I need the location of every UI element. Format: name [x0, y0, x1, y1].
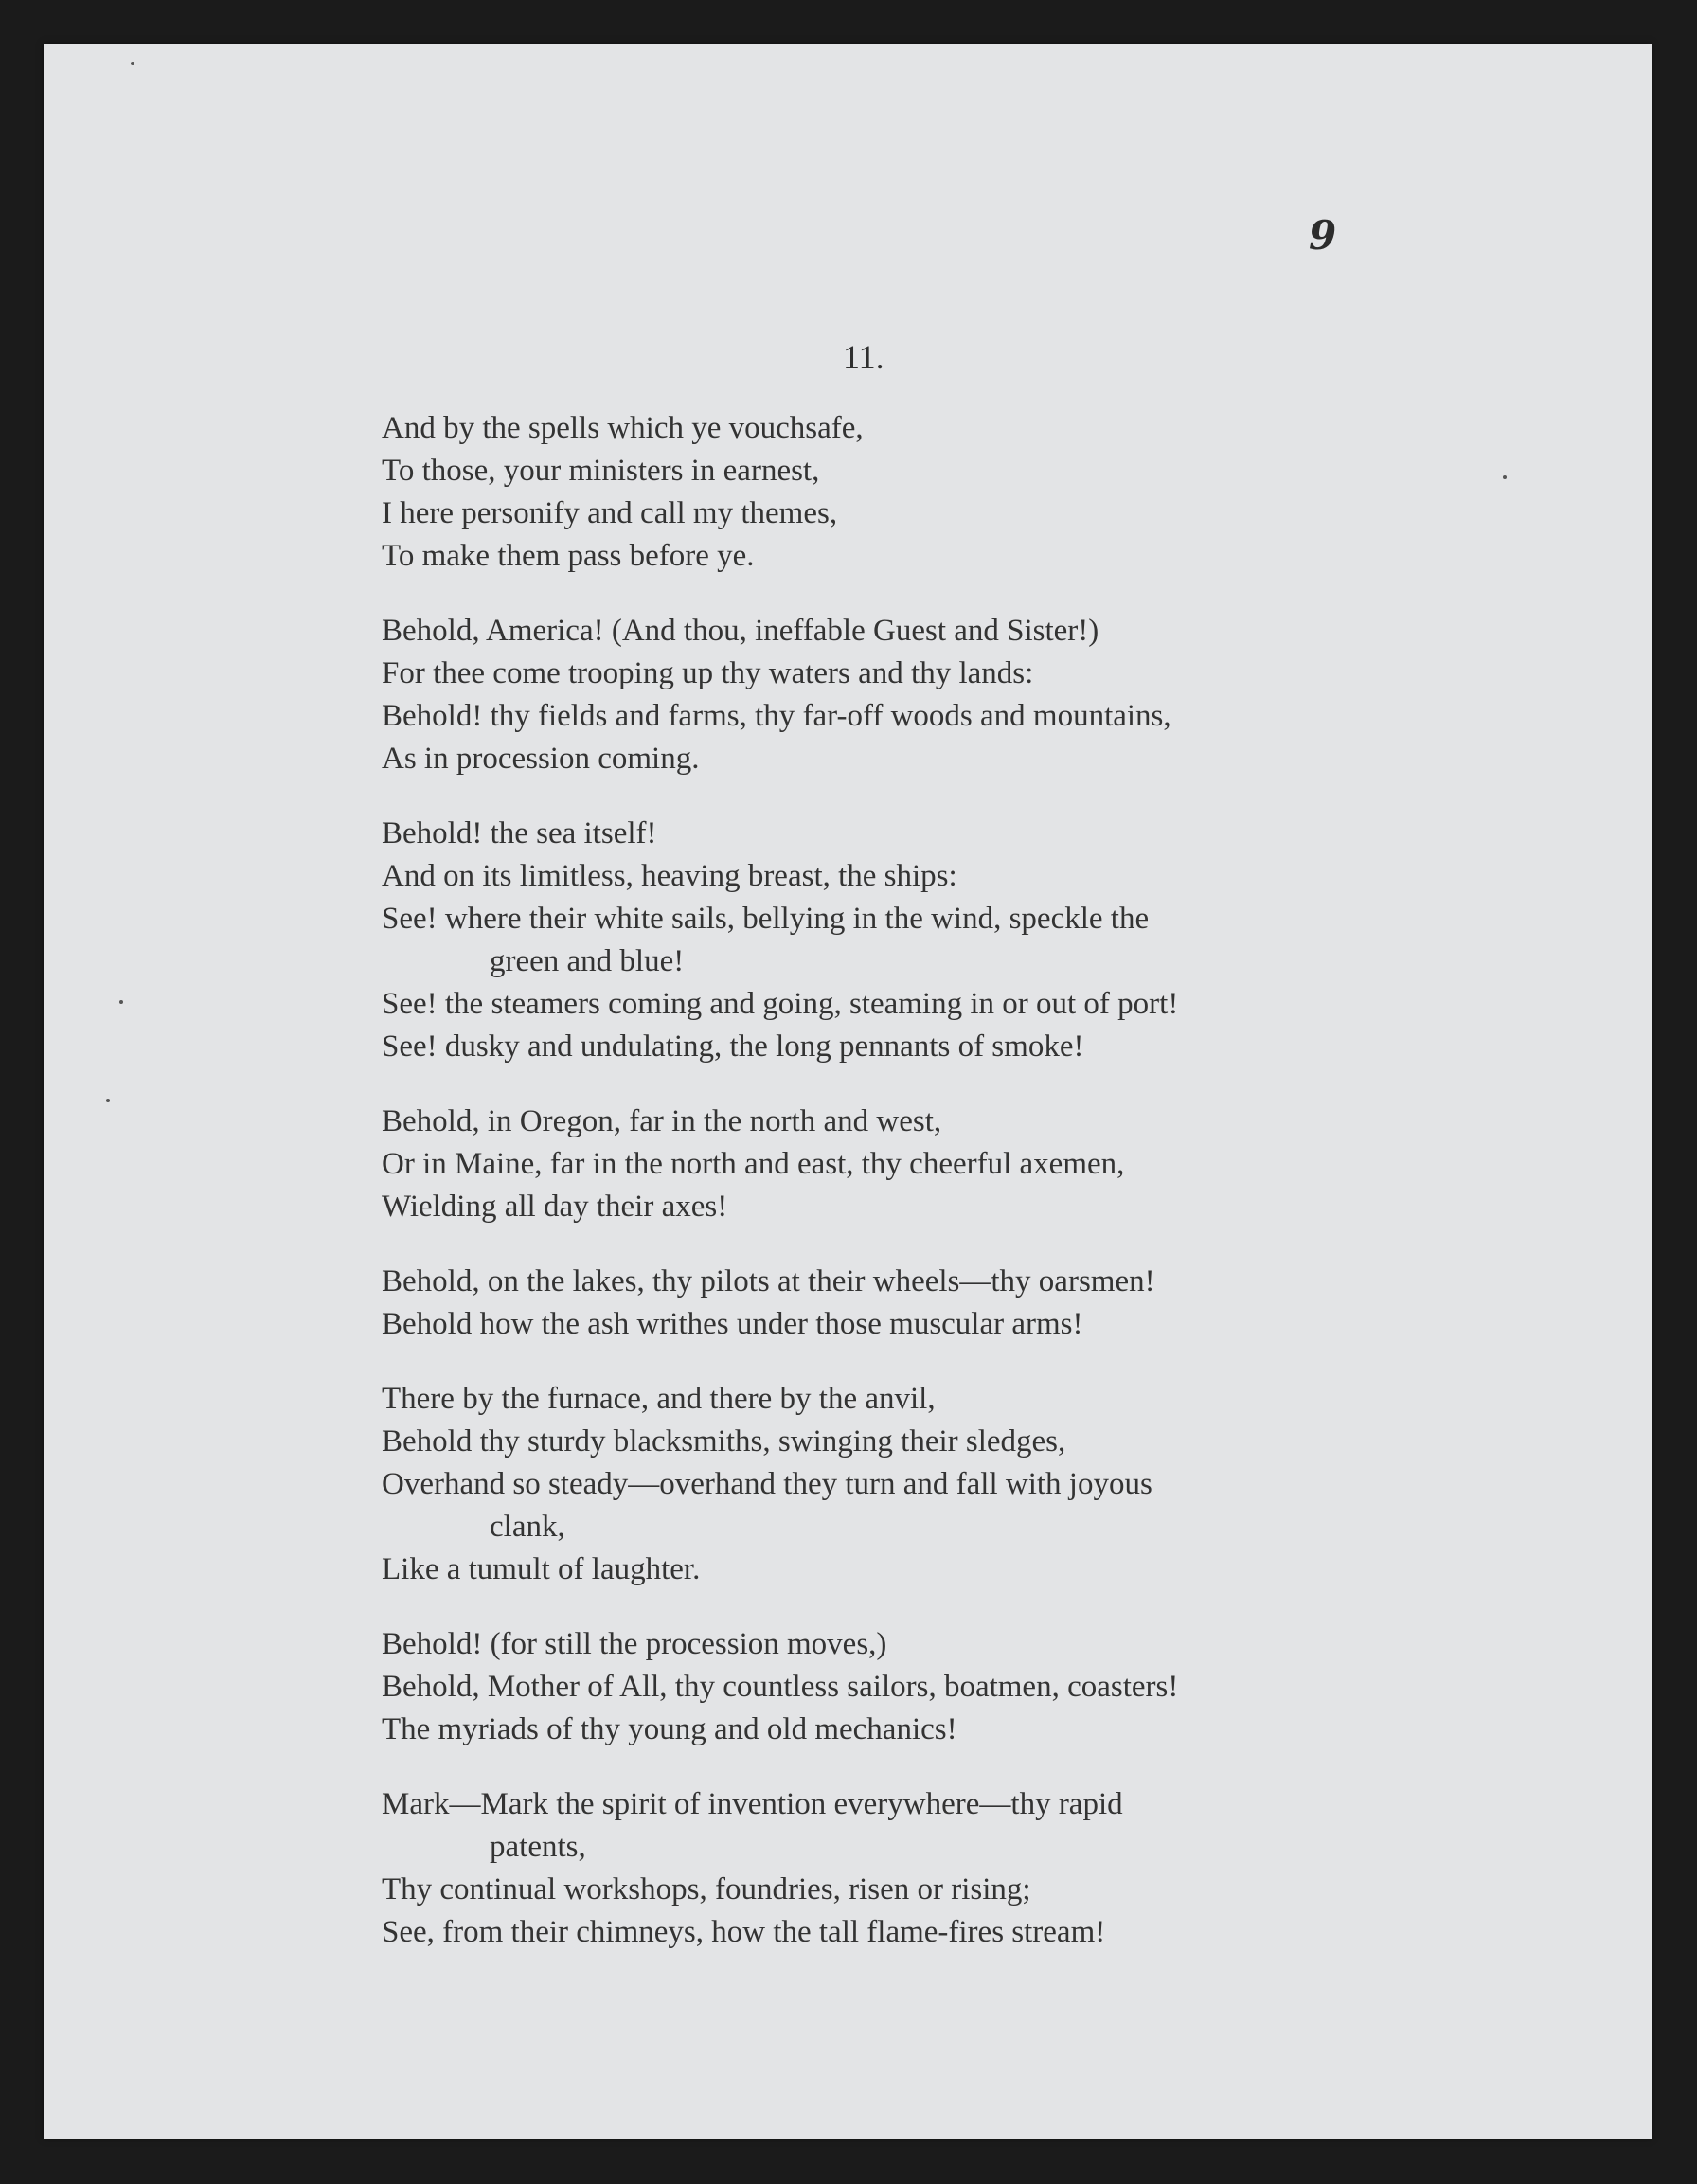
poem-line: Behold thy sturdy blacksmiths, swinging their sledges, [382, 1424, 1066, 1459]
paper-speck [131, 62, 134, 65]
poem-line: Behold! (for still the procession moves,) [382, 1627, 887, 1661]
poem-line: To those, your ministers in earnest, [382, 454, 820, 488]
poem-line: As in procession coming. [382, 742, 700, 776]
paper-speck [106, 1099, 110, 1102]
poem-line-continuation: green and blue! [490, 944, 685, 978]
poem-line-continuation: patents, [490, 1830, 586, 1864]
poem-line: Behold how the ash writhes under those muscular arms! [382, 1307, 1083, 1341]
poem-line: See! where their white sails, bellying in the wind, speckle the [382, 902, 1150, 936]
poem-line: Behold, on the lakes, thy pilots at their wheels—thy oarsmen! [382, 1264, 1155, 1298]
poem-line: For thee come trooping up thy waters and thy lands: [382, 656, 1034, 690]
poem-line: And on its limitless, heaving breast, the ships: [382, 859, 957, 893]
poem-line: Behold, in Oregon, far in the north and west, [382, 1104, 942, 1138]
poem-line: Behold, America! (And thou, ineffable Guest and Sister!) [382, 614, 1099, 648]
poem-line: There by the furnace, and there by the anvil, [382, 1382, 936, 1416]
poem-line: See! dusky and undulating, the long pennants of smoke! [382, 1029, 1084, 1064]
poem-line: See, from their chimneys, how the tall flame-fires stream! [382, 1915, 1106, 1949]
paper-speck [1503, 475, 1507, 479]
poem-line: Wielding all day their axes! [382, 1190, 728, 1224]
poem-line: To make them pass before ye. [382, 539, 755, 573]
poem-line: The myriads of thy young and old mechanics! [382, 1712, 957, 1746]
poem-line: And by the spells which ye vouchsafe, [382, 411, 864, 445]
poem-line: Like a tumult of laughter. [382, 1552, 701, 1586]
poem-line: Behold! thy fields and farms, thy far-off woods and mountains, [382, 699, 1171, 733]
document-page [44, 44, 1652, 2139]
paper-speck [119, 1000, 123, 1004]
poem-line: Behold! the sea itself! [382, 816, 657, 850]
poem-line: Or in Maine, far in the north and east, thy cheerful axemen, [382, 1147, 1125, 1181]
poem-line: Overhand so steady—overhand they turn and fall with joyous [382, 1467, 1152, 1501]
poem-line: I here personify and call my themes, [382, 496, 838, 530]
poem-line: See! the steamers coming and going, steaming in or out of port! [382, 987, 1179, 1021]
poem-line: Thy continual workshops, foundries, risen or rising; [382, 1872, 1031, 1907]
section-number: 11. [843, 338, 884, 376]
page-number: 9 [1309, 212, 1337, 259]
poem-line: Behold, Mother of All, thy countless sailors, boatmen, coasters! [382, 1670, 1179, 1704]
poem-line-continuation: clank, [490, 1510, 565, 1544]
poem-line: Mark—Mark the spirit of invention everywhere—thy rapid [382, 1787, 1123, 1821]
